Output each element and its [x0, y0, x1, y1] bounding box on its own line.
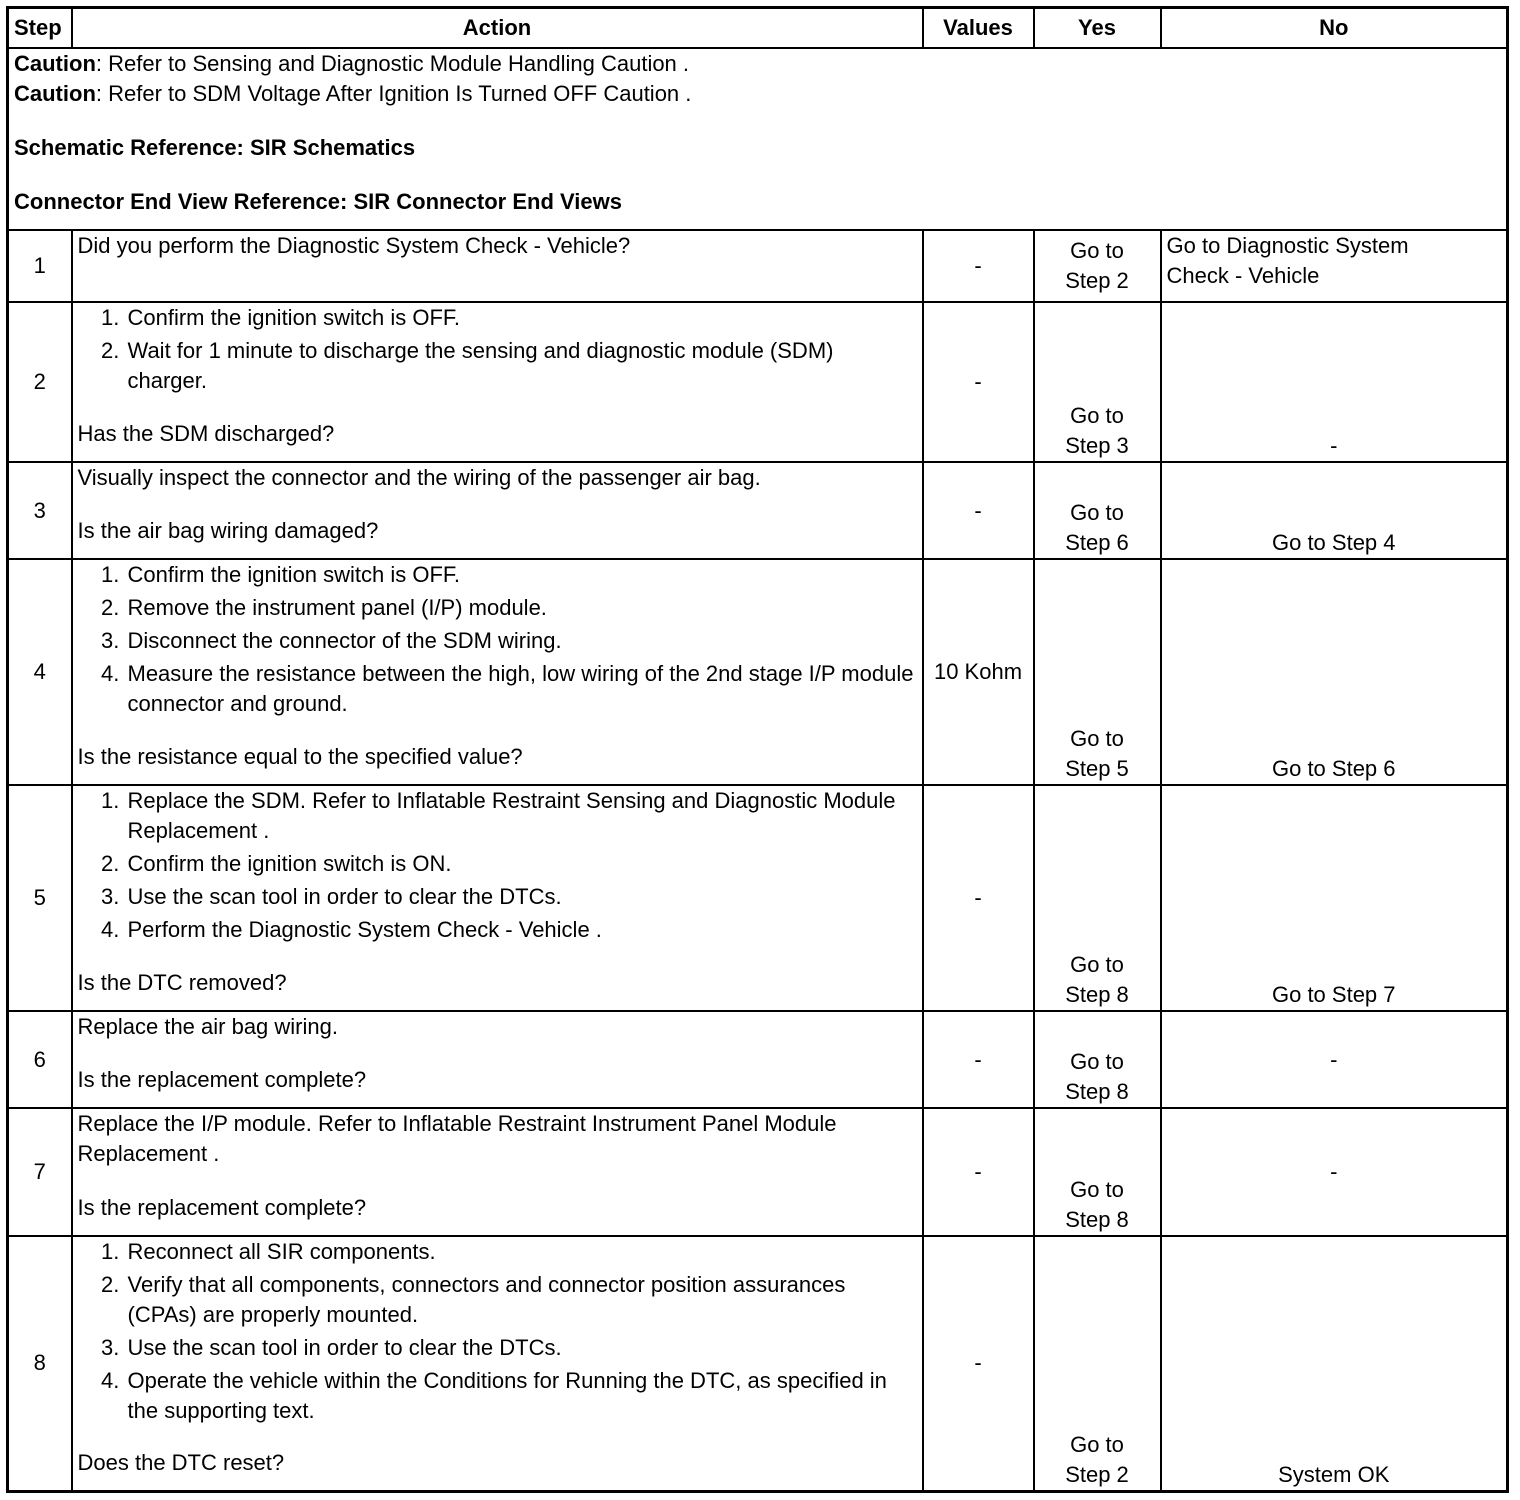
table-row-step-1: [8, 230, 1508, 302]
action-step-item: 2. Confirm the ignition switch is ON.: [126, 849, 917, 879]
action-intro: Did you perform the Diagnostic System Check - Vehicle?: [77, 233, 631, 258]
action-question: Is the replacement complete?: [77, 1067, 367, 1092]
no-link: -: [1330, 1159, 1338, 1184]
table-row-step-7: [8, 1108, 1508, 1236]
action-step-item: 3. Disconnect the connector of the SDM wiring.: [126, 626, 917, 656]
table-row-step-3: [8, 462, 1508, 559]
action-intro: Visually inspect the connector and the wiring of the passenger air bag.: [77, 465, 761, 490]
action-cell: [72, 302, 923, 462]
no-link[interactable]: Go to Diagnostic System Check - Vehicle: [1166, 233, 1409, 288]
yes-link[interactable]: Go to Step 5: [1065, 726, 1129, 781]
yes-cell: [1034, 1108, 1161, 1236]
table-row-step-8: [8, 1236, 1508, 1491]
action-cell: [72, 230, 923, 302]
action-cell: [72, 1236, 923, 1491]
step-number: 7: [8, 1108, 72, 1236]
action-body: [78, 560, 917, 722]
yes-link[interactable]: Go to Step 8: [1065, 952, 1129, 1007]
values-cell: -: [923, 302, 1034, 462]
no-link: -: [1330, 433, 1338, 458]
no-cell: [1161, 785, 1508, 1011]
action-question: Has the SDM discharged?: [77, 421, 335, 446]
header-action: Action: [72, 8, 923, 49]
yes-cell: [1034, 559, 1161, 785]
step-number: 2: [8, 302, 72, 462]
header-row: [8, 8, 1508, 49]
notes-cell: [8, 48, 1508, 230]
action-step-item: 1. Confirm the ignition switch is OFF.: [126, 560, 917, 590]
action-cell: [72, 462, 923, 559]
table-row-step-6: [8, 1011, 1508, 1108]
diagnostic-table: [6, 6, 1509, 1493]
action-step-item: 3. Use the scan tool in order to clear the DTCs.: [126, 882, 917, 912]
caution-1-label: Caution: [14, 51, 96, 76]
action-intro: Replace the air bag wiring.: [77, 1014, 338, 1039]
action-body: [78, 1109, 917, 1169]
caution-1: [14, 49, 1501, 79]
action-step-item: 4. Perform the Diagnostic System Check - Vehicle .: [126, 915, 917, 945]
connector-reference: Connector End View Reference: SIR Connector End Views: [14, 189, 622, 214]
action-question: Is the DTC removed?: [77, 970, 287, 995]
action-steps-list: [78, 1237, 917, 1426]
caution-2-label: Caution: [14, 81, 96, 106]
values-cell: 10 Kohm: [923, 559, 1034, 785]
action-cell: [72, 1011, 923, 1108]
action-step-item: 4. Operate the vehicle within the Conditions for Running the DTC, as specified in the supporting text.: [126, 1366, 917, 1426]
action-body: [78, 231, 917, 261]
yes-cell: [1034, 1011, 1161, 1108]
yes-cell: [1034, 785, 1161, 1011]
header-no: No: [1161, 8, 1508, 49]
values-cell: -: [923, 230, 1034, 302]
yes-cell: [1034, 462, 1161, 559]
action-steps-list: [78, 786, 917, 945]
action-content: [78, 463, 917, 546]
step-number: 5: [8, 785, 72, 1011]
caution-2-text: : Refer to SDM Voltage After Ignition Is Turned OFF Caution .: [95, 81, 692, 106]
action-body: [78, 303, 917, 399]
step-number: 3: [8, 462, 72, 559]
header-yes: Yes: [1034, 8, 1161, 49]
action-content: [78, 303, 917, 449]
action-step-item: 2. Wait for 1 minute to discharge the sensing and diagnostic module (SDM) charger.: [126, 336, 917, 396]
no-link[interactable]: Go to Step 7: [1271, 982, 1396, 1007]
yes-link[interactable]: Go to Step 2: [1065, 1431, 1129, 1487]
step-number: 4: [8, 559, 72, 785]
no-cell: [1161, 230, 1508, 302]
no-link[interactable]: Go to Step 4: [1271, 530, 1396, 555]
values-cell: -: [923, 785, 1034, 1011]
no-link[interactable]: System OK: [1278, 1461, 1390, 1487]
yes-cell: [1034, 1236, 1161, 1491]
action-step-item: 1. Confirm the ignition switch is OFF.: [126, 303, 917, 333]
header-values: Values: [923, 8, 1034, 49]
action-question: Does the DTC reset?: [77, 1450, 285, 1475]
caution-1-text: : Refer to Sensing and Diagnostic Module Handling Caution .: [95, 51, 690, 76]
action-cell: [72, 559, 923, 785]
no-link[interactable]: Go to Step 6: [1271, 756, 1396, 781]
values-cell: -: [923, 1236, 1034, 1491]
yes-cell: [1034, 230, 1161, 302]
action-steps-list: [78, 303, 917, 396]
action-body: [78, 1012, 917, 1042]
yes-cell: [1034, 302, 1161, 462]
yes-link[interactable]: Go to Step 8: [1065, 1177, 1129, 1232]
step-number: 6: [8, 1011, 72, 1108]
no-cell: [1161, 462, 1508, 559]
action-question: Is the replacement complete?: [77, 1195, 367, 1220]
values-cell: -: [923, 1108, 1034, 1236]
action-step-item: 4. Measure the resistance between the high, low wiring of the 2nd stage I/P module connector and ground.: [126, 659, 917, 719]
no-cell: [1161, 1236, 1508, 1491]
action-step-item: 2. Verify that all components, connectors and connector position assurances (CPAs) are properly mounted.: [126, 1270, 917, 1330]
values-cell: -: [923, 1011, 1034, 1108]
step-number: 1: [8, 230, 72, 302]
action-content: [78, 1237, 917, 1478]
table-row-step-2: [8, 302, 1508, 462]
action-body: [78, 1237, 917, 1429]
table-row-step-5: [8, 785, 1508, 1011]
no-cell: [1161, 559, 1508, 785]
schematic-reference: Schematic Reference: SIR Schematics: [14, 135, 416, 160]
action-question: Is the resistance equal to the specified value?: [77, 744, 523, 769]
values-cell: -: [923, 462, 1034, 559]
action-step-item: 1. Reconnect all SIR components.: [126, 1237, 917, 1267]
action-body: [78, 463, 917, 493]
yes-link[interactable]: Go to Step 6: [1065, 500, 1129, 555]
action-steps-list: [78, 560, 917, 719]
action-content: [78, 1109, 917, 1223]
yes-link[interactable]: Go to Step 2: [1065, 238, 1129, 293]
action-intro: Replace the I/P module. Refer to Inflatable Restraint Instrument Panel Module Replacement .: [77, 1111, 837, 1166]
action-cell: [72, 785, 923, 1011]
action-step-item: 1. Replace the SDM. Refer to Inflatable Restraint Sensing and Diagnostic Module Replacement .: [126, 786, 917, 846]
notes-row: [8, 48, 1508, 230]
action-step-item: 2. Remove the instrument panel (I/P) module.: [126, 593, 917, 623]
action-content: [78, 231, 917, 289]
no-cell: [1161, 302, 1508, 462]
action-question: Is the air bag wiring damaged?: [77, 518, 379, 543]
action-content: [78, 1012, 917, 1095]
no-link: -: [1330, 1046, 1338, 1072]
action-content: [78, 560, 917, 772]
yes-link[interactable]: Go to Step 3: [1065, 403, 1129, 458]
action-content: [78, 786, 917, 998]
caution-2: [14, 79, 1501, 109]
no-cell: [1161, 1108, 1508, 1236]
header-step: Step: [8, 8, 72, 49]
step-number: 8: [8, 1236, 72, 1491]
table-row-step-4: [8, 559, 1508, 785]
no-cell: [1161, 1011, 1508, 1108]
action-cell: [72, 1108, 923, 1236]
action-body: [78, 786, 917, 948]
yes-link[interactable]: Go to Step 8: [1065, 1049, 1129, 1104]
action-step-item: 3. Use the scan tool in order to clear the DTCs.: [126, 1333, 917, 1363]
